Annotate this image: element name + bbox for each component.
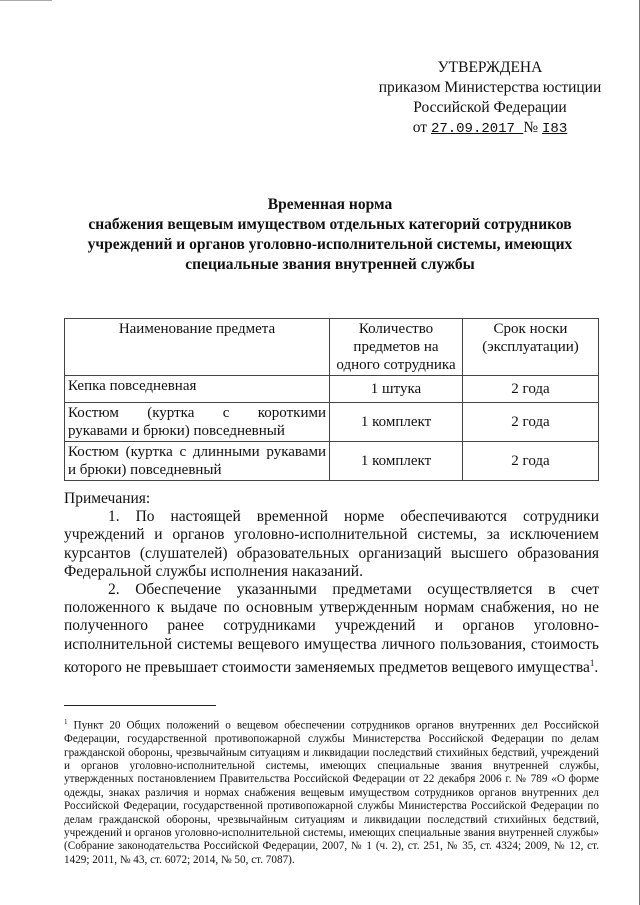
cell-item — [65, 442, 330, 481]
number-sign: № — [523, 119, 539, 136]
table-row — [65, 403, 599, 442]
approval-date: 27.09.2017 — [430, 121, 524, 137]
title-line-4: специальные звания внутренней службы — [185, 256, 475, 273]
cell-item-line-1: Костюм (куртка с длинными рукавами — [68, 444, 326, 460]
footnote — [64, 716, 599, 867]
approval-heading: УТВЕРЖДЕНА — [437, 59, 543, 76]
footnote-separator — [64, 705, 216, 706]
footnote-reference[interactable]: 1 — [589, 657, 595, 668]
approval-stamp — [375, 58, 605, 139]
header-item-name: Наименование предмета — [65, 319, 330, 376]
cell-item-line-1: Костюм (куртка с короткими — [68, 405, 326, 421]
date-prefix: от — [412, 119, 428, 136]
notes-section — [64, 490, 599, 677]
title-line-1: Временная норма — [267, 196, 393, 213]
document-title — [60, 195, 600, 275]
title-line-2: снабжения вещевым имуществом отдельных категорий сотрудников — [88, 216, 572, 233]
cell-item — [65, 403, 330, 442]
approval-country-line: Российской Федерации — [413, 99, 567, 116]
table-row — [65, 442, 599, 481]
approval-date-line — [375, 118, 605, 139]
note-item-2-text: 2. Обеспечение указанными предметами осуществляется в счет положенного к выдаче по основным утвержденным нормам снабжения, но не полученного ранее сотрудниками учреждений и органов уголовно-исполнительной системы вещевого имущества личного пользования, стоимость которого не превышает стоимости заменяемых предметов вещевого имущества — [64, 581, 599, 676]
order-number: I83 — [542, 121, 568, 137]
approval-order-line: приказом Министерства юстиции — [378, 79, 602, 96]
cell-item-line-2: рукавами и брюки) повседневный — [68, 423, 285, 439]
note-item-2 — [64, 581, 599, 677]
cell-quantity: 1 штука — [330, 376, 463, 403]
cell-item-line-2: и брюки) повседневный — [68, 462, 222, 478]
notes-heading: Примечания: — [64, 490, 151, 507]
cell-term: 2 года — [463, 376, 599, 403]
cell-quantity: 1 комплект — [330, 403, 463, 442]
scan-artifact-top — [0, 0, 52, 1]
table-row — [65, 376, 599, 403]
cell-quantity: 1 комплект — [330, 442, 463, 481]
cell-item: Кепка повседневная — [65, 376, 330, 403]
norm-table — [64, 318, 599, 481]
footnote-marker: 1 — [64, 718, 68, 726]
header-term: Срок носки (эксплуатации) — [463, 319, 599, 376]
cell-term: 2 года — [463, 442, 599, 481]
note-item-1: 1. По настоящей временной норме обеспечиваются сотрудники учреждений и органов уголовно-исполнительной системы, за исключением курсантов (слушателей) образовательных организаций высшего образования Федеральной службы исполнения наказаний. — [64, 508, 599, 580]
header-quantity: Количество предметов на одного сотрудника — [330, 319, 463, 376]
note-item-2-end: . — [594, 658, 599, 676]
title-line-3: учреждений и органов уголовно-исполнительной системы, имеющих — [87, 236, 573, 253]
footnote-text: Пункт 20 Общих положений о вещевом обеспечении сотрудников органов внутренних дел Российской Федерации, государственной противопожарной службы Министерства Российской Федерации по делам гражданской обороны, чрезвычайным ситуациям и ликвидации последствий стихийных бедствий, учреждений и органов уголовно-исполнительной системы, имеющих специальные звания внутренней службы, утвержденных постановлением Правительства Российской Федерации от 22 декабря 2006 г. № 789 «О форме одежды, знаках различия и нормах снабжения вещевым имуществом сотрудников органов внутренних дел Российской Федерации, государственной противопожарной службы Министерства Российской Федерации по делам гражданской обороны, чрезвычайным ситуациям и ликвидации последствий стихийных бедствий, учреждений и органов уголовно-исполнительной системы, имеющих специальные звания внутренней службы» (Собрание законодательства Российской Федерации, 2007, № 1 (ч. 2), ст. 251, № 35, ст. 4324; 2009, № 12, ст. 1429; 2011, № 43, ст. 6072; 2014, № 50, ст. 7087). — [64, 719, 599, 866]
table-header-row — [65, 319, 599, 376]
cell-term: 2 года — [463, 403, 599, 442]
